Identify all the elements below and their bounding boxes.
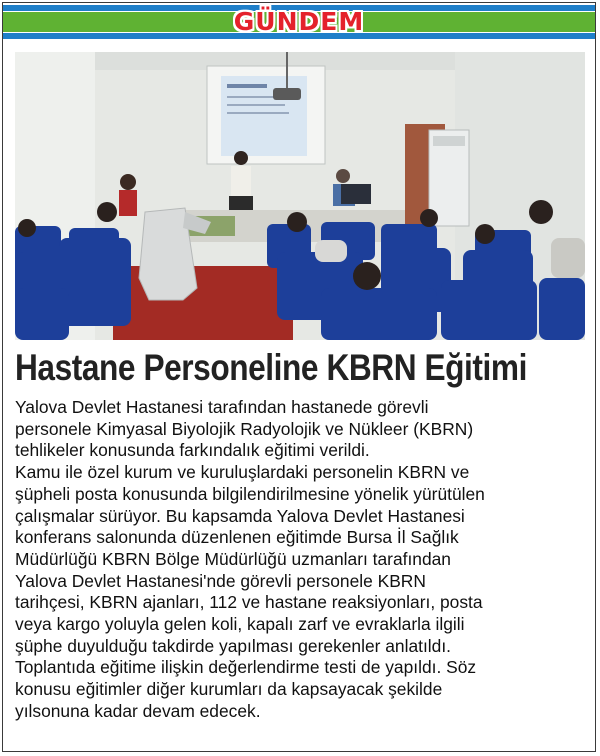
body-line: tarihçesi, KBRN ajanları, 112 ve hastane reaksiyonları, posta: [15, 592, 483, 613]
body-line: Yalova Devlet Hastanesi tarafından hastanede görevli: [15, 397, 429, 417]
body-line: Toplantıda eğitime ilişkin değerlendirme testi de yapıldı. Söz: [15, 657, 477, 678]
body-line: konferans salonunda düzenlenen eğitimde Bursa İl Sağlık: [15, 527, 459, 548]
body-line: Yalova Devlet Hastanesi'nde görevli personele KBRN: [15, 570, 426, 591]
body-line: personele Kimyasal Biyolojik Radyolojik ve Nükleer (KBRN): [15, 418, 474, 439]
article-body: [15, 397, 587, 723]
body-line: şüpheli posta konusunda bilgilendirilmesine yönelik yürütülen: [15, 483, 485, 504]
body-line: şüphe duyulduğu takdirde yapılması gerekenler anlatıldı.: [15, 635, 452, 656]
section-header: [3, 3, 595, 41]
article-photo: [15, 52, 585, 340]
body-line: veya kargo yoluyla gelen koli, kapalı zarf ve evraklarla ilgili: [15, 614, 465, 635]
body-line: Kamu ile özel kurum ve kuruluşlardaki personelin KBRN ve: [15, 462, 470, 483]
article-headline: Hastane Personeline KBRN Eğitimi: [15, 347, 527, 388]
section-title: GÜNDEM: [233, 7, 365, 36]
body-line: konusu eğitimler diğer kurumları da kapsayacak şekilde: [15, 679, 443, 700]
body-line: Müdürlüğü KBRN Bölge Müdürlüğü uzmanları tarafından: [15, 548, 451, 569]
body-line: yılsonuna kadar devam edecek.: [15, 700, 261, 721]
body-line: tehlikeler konusunda farkındalık eğitimi verildi.: [15, 440, 370, 461]
body-line: çalışmalar sürüyor. Bu kapsamda Yalova Devlet Hastanesi: [15, 505, 465, 526]
